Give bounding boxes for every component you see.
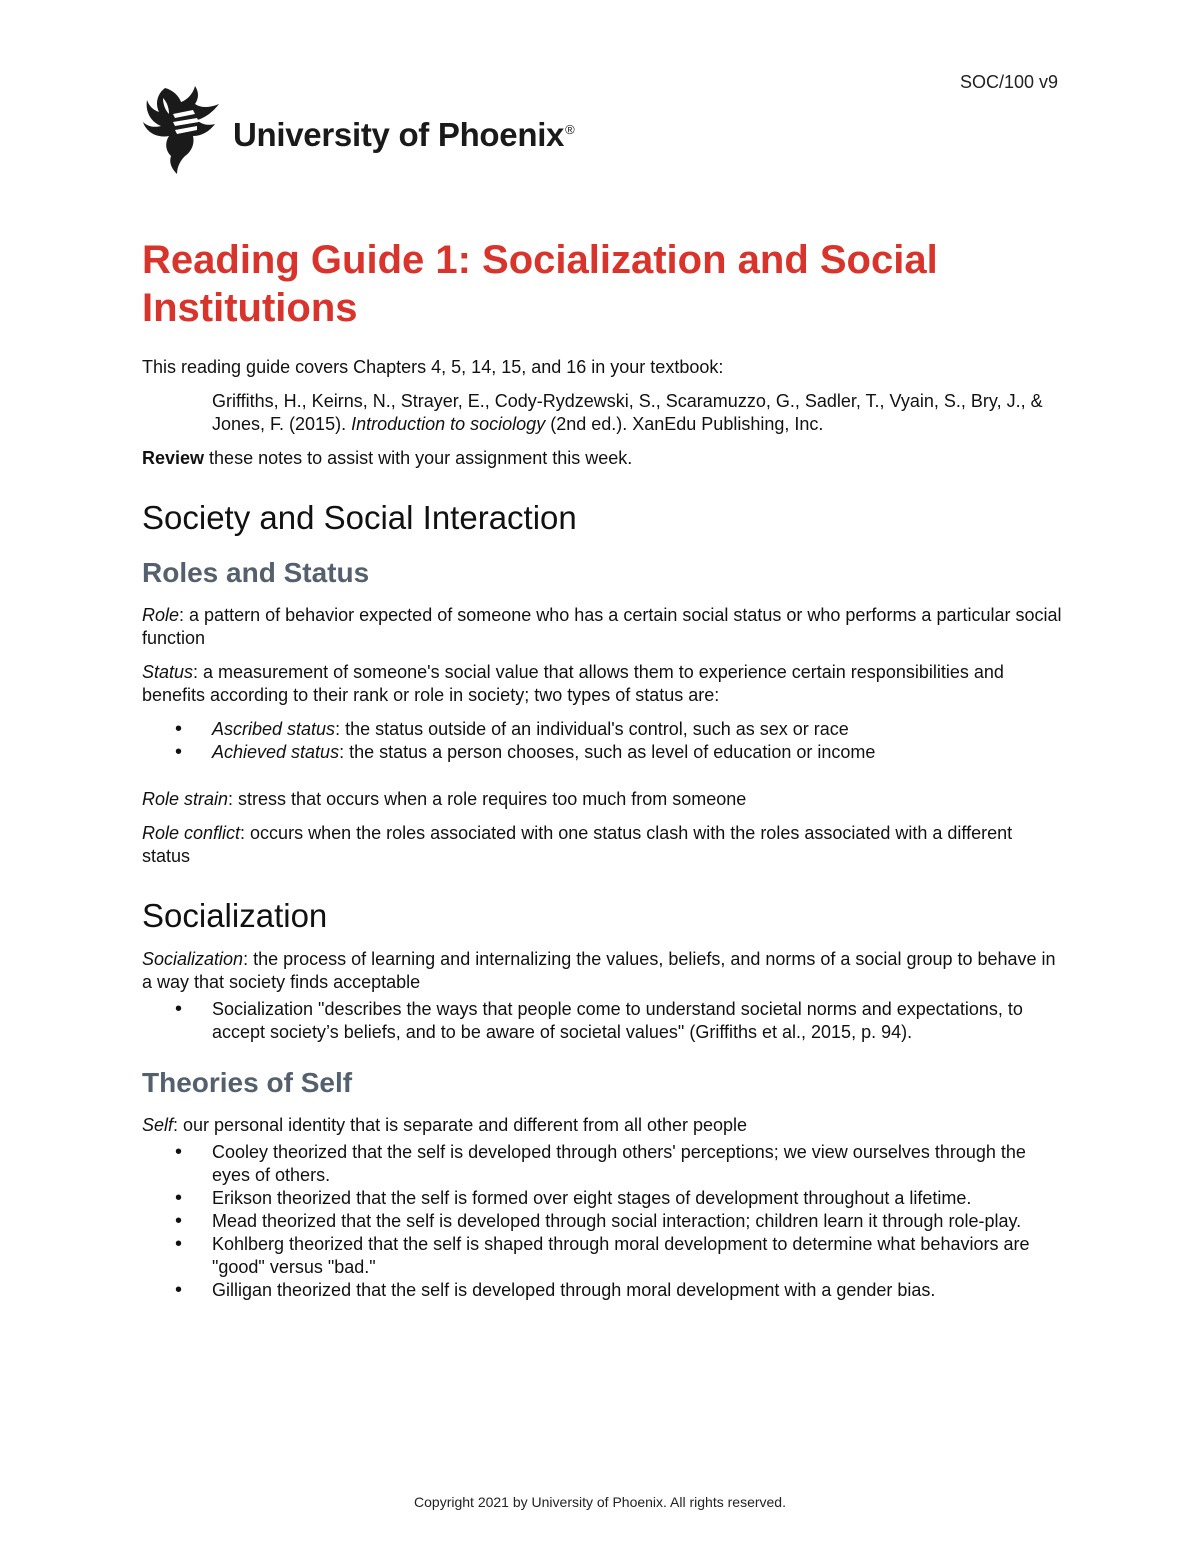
heading-socialization: Socialization — [142, 897, 328, 934]
university-logo — [143, 84, 574, 176]
subheading-roles-status: Roles and Status — [142, 557, 370, 588]
textbook-citation: Griffiths, H., Keirns, N., Strayer, E., Cody-Rydzewski, S., Scaramuzzo, G., Sadler, T., Vyain, S., Bry, J., & Jones, F. (2015). Introduction to sociology (2nd ed.). XanEdu Publishing, Inc. — [212, 391, 1043, 434]
list-item: • Kohlberg theorized that the self is shaped through moral development to determine what behaviors are "good" versus "bad." — [212, 1233, 1062, 1279]
role-definition: Role: a pattern of behavior expected of someone who has a certain social status or who performs a particular social function — [142, 605, 1062, 648]
socialization-list — [142, 998, 1062, 1044]
list-item: • Erikson theorized that the self is formed over eight stages of development throughout a lifetime. — [212, 1187, 1062, 1210]
self-definition: Self: our personal identity that is separate and different from all other people — [142, 1115, 748, 1135]
list-item: • Cooley theorized that the self is developed through others' perceptions; we view ourselves through the eyes of others. — [212, 1141, 1062, 1187]
list-item: • Mead theorized that the self is developed through social interaction; children learn it through role-play. — [212, 1210, 1062, 1233]
list-item: • Achieved status: the status a person chooses, such as level of education or income — [212, 741, 1062, 764]
list-item: • Gilligan theorized that the self is developed through moral development with a gender bias. — [212, 1279, 1062, 1302]
copyright-footer: Copyright 2021 by University of Phoenix. All rights reserved. — [414, 1494, 786, 1510]
page-title: Reading Guide 1: Socialization and Social Institutions — [142, 238, 938, 330]
list-item: • Socialization "describes the ways that people come to understand societal norms and expectations, to accept society’s beliefs, and to be aware of societal values" (Griffiths et al., 2015, p. 94). — [212, 998, 1062, 1044]
status-definition: Status: a measurement of someone's social value that allows them to experience certain responsibilities and benefits according to their rank or role in society; two types of status are: — [142, 662, 1004, 705]
logo-wordmark: University of Phoenix® — [233, 116, 575, 153]
role-conflict-definition: Role conflict: occurs when the roles associated with one status clash with the roles associated with a different status — [142, 823, 1013, 866]
status-types-list — [142, 718, 1062, 764]
subheading-theories-of-self: Theories of Self — [142, 1067, 353, 1098]
review-note: Review these notes to assist with your assignment this week. — [142, 448, 633, 468]
coverage-text: This reading guide covers Chapters 4, 5, 14, 15, and 16 in your textbook: — [142, 357, 724, 377]
document-body — [142, 236, 1062, 1313]
socialization-definition: Socialization: the process of learning and internalizing the values, beliefs, and norms of a social group to behave in a way that society finds acceptable — [142, 949, 1056, 992]
course-code: SOC/100 v9 — [959, 72, 1058, 92]
phoenix-bird-icon — [143, 84, 221, 176]
role-strain-definition: Role strain: stress that occurs when a role requires too much from someone — [142, 789, 747, 809]
theories-list — [142, 1141, 1062, 1302]
heading-society: Society and Social Interaction — [142, 499, 577, 536]
list-item: • Ascribed status: the status outside of an individual's control, such as sex or race — [212, 718, 1062, 741]
